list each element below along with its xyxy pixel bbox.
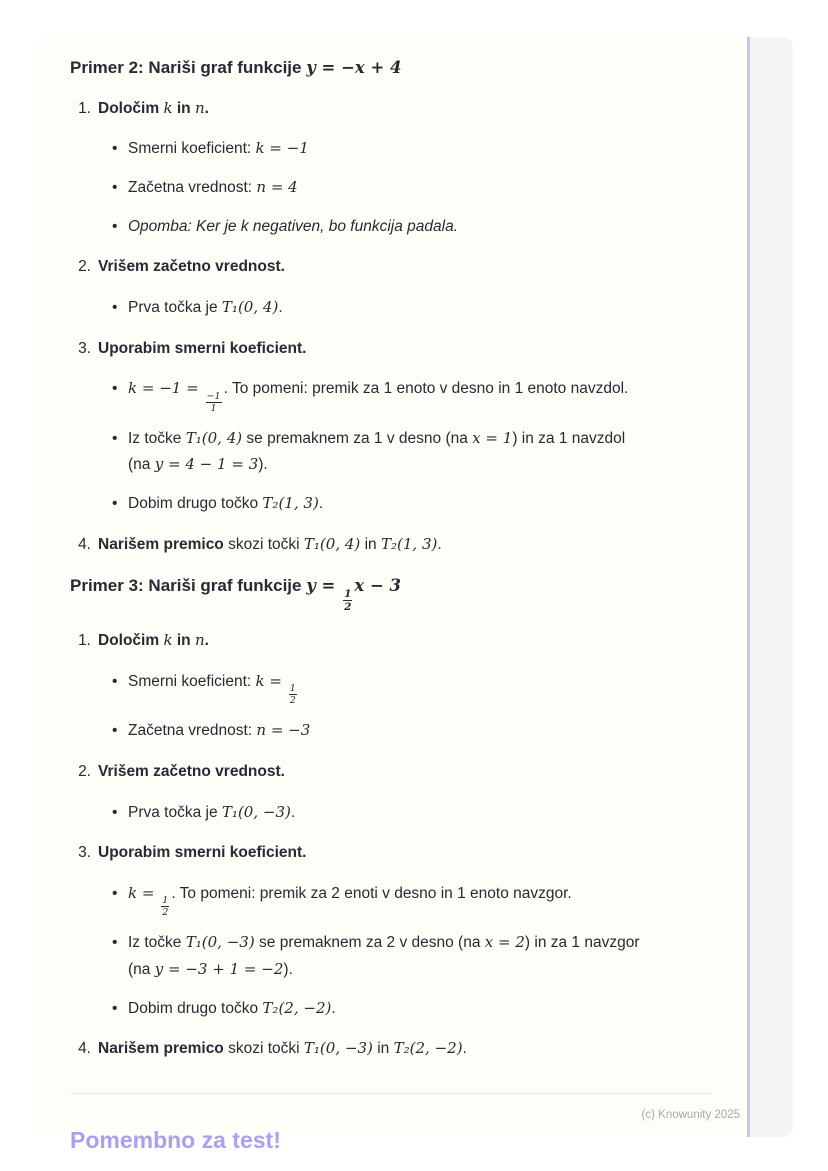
bullet-list	[70, 295, 712, 322]
math-text: T₁(0, 4)	[303, 534, 361, 553]
bullet-dot-icon: •	[112, 495, 118, 512]
bullet-text	[128, 175, 298, 202]
text-run: .	[278, 299, 283, 316]
fraction-denominator: 2	[162, 907, 169, 919]
fraction-numerator: 1	[162, 895, 169, 907]
text-run: . To pomeni: premik za 1 enoto v desno in 1 enoto navzdol.	[223, 380, 629, 398]
page-margin-strip	[747, 37, 793, 1137]
text-run: in	[172, 632, 195, 650]
bullet-item	[70, 930, 712, 983]
text-run: . To pomeni: premik za 2 enoti v desno in 1 enoto navzgor.	[171, 885, 572, 903]
step-item	[70, 1036, 712, 1063]
step-item	[70, 254, 712, 281]
math-text: y = 4 − 1 = 3	[154, 455, 259, 474]
step-marker: 3.	[78, 339, 91, 357]
text-run: Narišem premico	[98, 535, 224, 553]
fraction-denominator: 1	[210, 402, 217, 414]
step-text	[98, 96, 209, 123]
bullet-dot-icon: •	[112, 140, 118, 158]
text-run: Smerni koeficient:	[128, 673, 256, 691]
bullet-item	[70, 295, 712, 322]
document-page	[36, 37, 793, 1154]
text-run: Določim	[98, 632, 164, 650]
step-item	[70, 628, 712, 655]
bullet-item	[70, 376, 712, 413]
text-run: Uporabim smerni koeficient.	[98, 844, 307, 862]
bullet-list	[70, 376, 712, 517]
bullet-dot-icon: •	[112, 380, 118, 398]
text-run: .	[204, 632, 209, 650]
step-marker: 3.	[78, 844, 91, 862]
text-run: Primer 2: Nariši graf funkcije	[70, 58, 307, 77]
math-text: k	[163, 631, 173, 650]
bullet-text	[128, 930, 640, 983]
step-text	[98, 1036, 467, 1063]
math-fraction	[289, 683, 297, 706]
math-text: T₂(1, 3)	[380, 534, 438, 553]
step-text	[98, 840, 306, 867]
text-run: Iz točke	[128, 934, 186, 952]
text-run: Prva točka je	[128, 299, 222, 316]
text-run: ) in za 1 navzdol	[512, 429, 626, 447]
math-fraction	[206, 391, 222, 414]
bullet-item	[70, 881, 712, 918]
bullet-text	[128, 136, 309, 163]
bullet-item	[70, 718, 712, 745]
math-text: n = 4	[256, 178, 298, 197]
bullet-item	[70, 996, 712, 1023]
text-run: Vrišem začetno vrednost.	[98, 258, 285, 276]
bullet-text	[128, 718, 310, 745]
text-run: ).	[258, 456, 268, 474]
step-item	[70, 532, 712, 559]
step-text	[98, 336, 306, 363]
bullet-dot-icon: •	[112, 673, 118, 691]
bullet-dot-icon: •	[112, 803, 118, 821]
math-text: x = 2	[484, 933, 525, 952]
math-text: k	[163, 98, 173, 117]
math-fraction	[343, 588, 352, 613]
bullet-list	[70, 136, 712, 240]
text-run: skozi točki	[223, 1040, 304, 1058]
text-run: Prva točka je	[128, 803, 222, 821]
text-run: Začetna vrednost:	[128, 179, 257, 197]
math-fraction	[161, 895, 169, 918]
bullet-dot-icon: •	[112, 299, 118, 316]
bullet-list	[70, 881, 712, 1022]
bullet-text	[128, 996, 336, 1023]
math-text: T₂(1, 3)	[262, 494, 319, 512]
fraction-denominator: 2	[344, 601, 352, 614]
step-item	[70, 336, 712, 363]
bullet-item	[70, 175, 712, 202]
bullet-text	[128, 881, 572, 918]
bullet-item	[70, 136, 712, 163]
text-run: Dobim drugo točko	[128, 495, 263, 512]
bullet-dot-icon: •	[112, 429, 118, 447]
footer-copyright: (c) Knowunity 2025	[641, 1109, 740, 1121]
math-text: k =	[255, 672, 287, 691]
bullet-dot-icon: •	[112, 934, 118, 952]
text-run: Dobim drugo točko	[128, 999, 263, 1017]
text-run: Določim	[98, 99, 164, 117]
step-marker: 4.	[78, 1040, 91, 1058]
text-run: in	[372, 1040, 394, 1058]
bullet-text	[128, 214, 458, 241]
step-marker: 2.	[78, 258, 91, 276]
math-text: n = −3	[256, 721, 311, 740]
bullet-item	[70, 426, 712, 479]
text-run: (na	[128, 961, 155, 979]
text-run: in	[360, 535, 381, 553]
bullet-item	[70, 214, 712, 241]
text-run: Smerni koeficient:	[128, 140, 256, 158]
bullet-dot-icon: •	[112, 885, 118, 903]
text-run: se premaknem za 1 v desno (na	[242, 429, 473, 447]
text-run: .	[290, 803, 296, 821]
step-marker: 1.	[78, 632, 91, 650]
text-run: Vrišem začetno vrednost.	[98, 763, 285, 781]
math-text: n	[194, 98, 205, 117]
step-text	[98, 759, 285, 786]
math-text: T₁(0, −3)	[221, 802, 291, 821]
text-run: ) in za 1 navzgor	[524, 934, 640, 952]
math-text: k =	[128, 884, 160, 903]
section-divider	[70, 1093, 712, 1094]
text-run: skozi točki	[223, 535, 304, 553]
math-text: T₁(0, 4)	[221, 298, 279, 316]
math-text: k = −1 =	[128, 379, 204, 398]
math-text: T₁(0, 4)	[185, 428, 243, 447]
math-text: T₁(0, −3)	[185, 933, 255, 952]
bullet-dot-icon: •	[112, 217, 118, 235]
text-run: .	[204, 99, 209, 117]
important-heading: Pomembno za test!	[70, 1127, 281, 1154]
step-item	[70, 96, 712, 123]
text-run: Začetna vrednost:	[128, 722, 257, 740]
text-run: .	[331, 999, 336, 1017]
math-text: T₁(0, −3)	[303, 1039, 373, 1058]
text-run: .	[462, 1040, 467, 1058]
document-content	[70, 40, 712, 1156]
text-run: Narišem premico	[98, 1040, 224, 1058]
math-text: y = −3 + 1 = −2	[154, 960, 284, 979]
bullet-dot-icon: •	[112, 179, 118, 197]
math-text: T₂(2, −2)	[393, 1039, 463, 1058]
math-text: n	[194, 631, 205, 650]
text-run: Opomba: Ker je k negativen, bo funkcija padala.	[128, 217, 459, 235]
fraction-numerator: 1	[344, 588, 352, 601]
bullet-item	[70, 491, 712, 518]
text-run: ).	[283, 961, 293, 979]
section-heading	[70, 573, 712, 613]
text-run: in	[172, 99, 195, 117]
bullet-dot-icon: •	[112, 722, 118, 740]
text-run: se premaknem za 2 v desno (na	[254, 934, 485, 952]
math-text: y =	[306, 576, 342, 596]
math-text: x − 3	[354, 576, 401, 596]
math-text: T₂(2, −2)	[262, 998, 332, 1017]
bullet-item	[70, 800, 712, 827]
bullet-text	[128, 800, 295, 827]
math-text: y = −x + 4	[306, 58, 402, 77]
text-run: Uporabim smerni koeficient.	[98, 339, 307, 357]
text-run: .	[318, 495, 324, 512]
step-marker: 1.	[78, 99, 91, 117]
step-item	[70, 759, 712, 786]
page-edge-line	[747, 37, 750, 1137]
bullet-list	[70, 669, 712, 745]
bullet-text	[128, 295, 283, 322]
bullet-dot-icon: •	[112, 999, 118, 1017]
text-run: .	[437, 535, 442, 553]
bullet-item	[70, 669, 712, 706]
text-run: Primer 3: Nariši graf funkcije	[70, 576, 307, 596]
bullet-text	[128, 376, 628, 413]
fraction-denominator: 2	[289, 695, 296, 707]
bullet-list	[70, 800, 712, 827]
step-marker: 4.	[78, 535, 91, 553]
bullet-text	[128, 426, 625, 479]
step-marker: 2.	[78, 763, 91, 781]
step-text	[98, 254, 285, 281]
fraction-numerator: −1	[206, 390, 221, 402]
text-run: (na	[128, 456, 155, 474]
bullet-text	[128, 491, 323, 518]
math-text: k = −1	[255, 139, 309, 158]
step-item	[70, 840, 712, 867]
step-text	[98, 628, 209, 655]
section-heading	[70, 55, 712, 81]
bullet-text	[128, 669, 299, 706]
fraction-numerator: 1	[289, 683, 296, 695]
text-run: Iz točke	[128, 429, 186, 447]
step-text	[98, 532, 442, 559]
math-text: x = 1	[472, 428, 513, 447]
